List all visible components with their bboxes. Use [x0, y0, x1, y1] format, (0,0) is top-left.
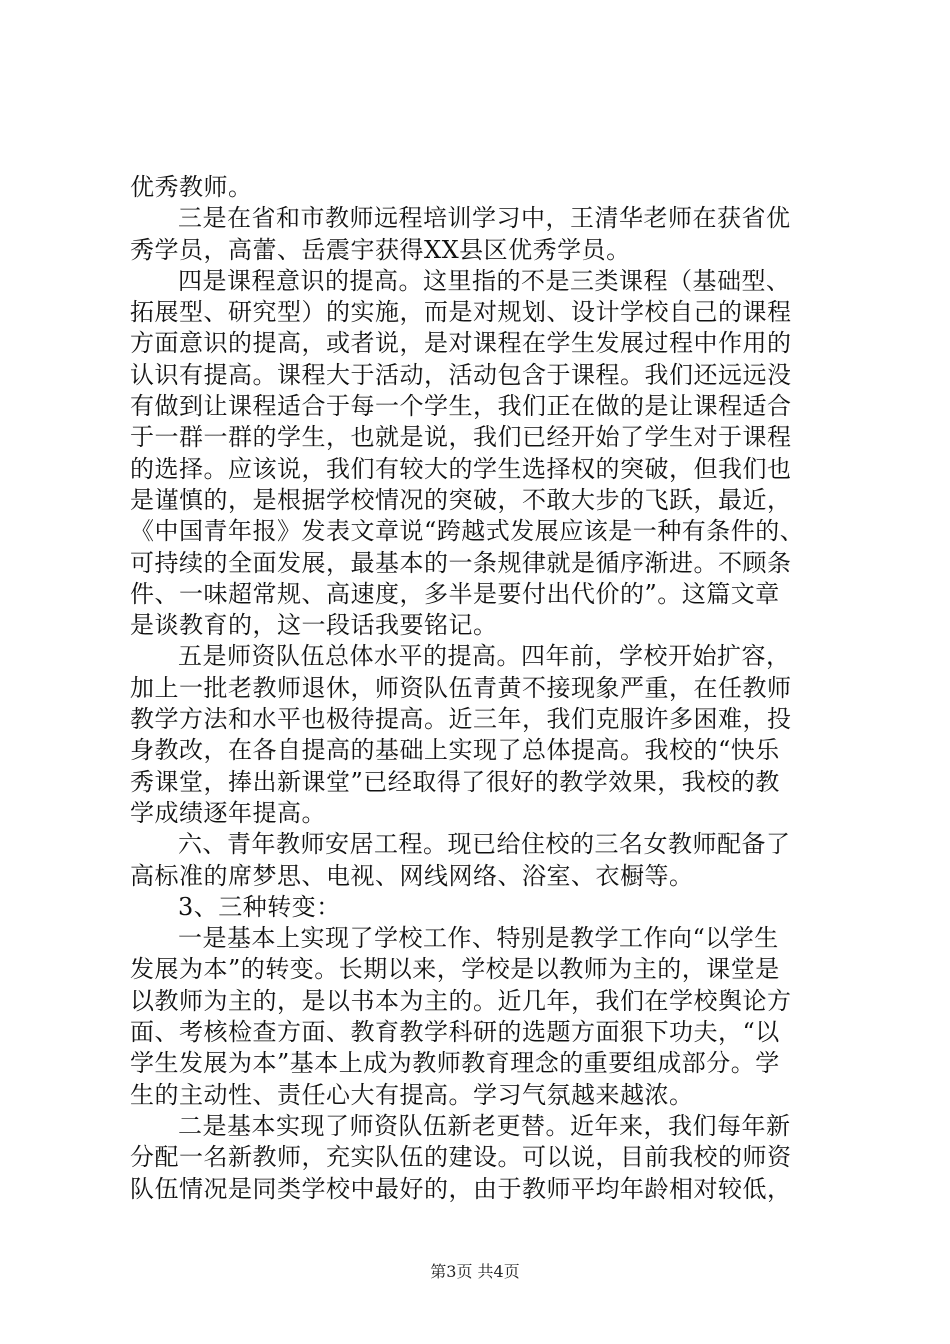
- text-line: 一是基本上实现了学校工作、特别是教学工作向“以学生: [178, 924, 779, 953]
- text-line: 六、青年教师安居工程。现已给住校的三名女教师配备了: [178, 830, 791, 859]
- text-line: 生的主动性、责任心大有提高。学习气氛越来越浓。: [130, 1080, 694, 1109]
- text-line: 三是在省和市教师远程培训学习中，王清华老师在获省优: [178, 204, 791, 233]
- body-text: [130, 172, 830, 1205]
- text-line: 五是师资队伍总体水平的提高。四年前，学校开始扩容，: [178, 642, 791, 671]
- text-line: 的选择。应该说，我们有较大的学生选择权的突破，但我们也: [130, 454, 792, 483]
- text-line: 教学方法和水平也极待提高。近三年，我们克服许多困难，投: [130, 705, 792, 734]
- text-line: 秀学员，高蕾、岳震宇获得XX县区优秀学员。: [130, 235, 631, 264]
- text-line: 有做到让课程适合于每一个学生，我们正在做的是让课程适合: [130, 392, 792, 421]
- text-line: 二是基本实现了师资队伍新老更替。近年来，我们每年新: [178, 1111, 791, 1140]
- text-line: 《中国青年报》发表文章说“跨越式发展应该是一种有条件的、: [130, 517, 805, 546]
- text-line: 件、一味超常规、高速度，多半是要付出代价的”。这篇文章: [130, 579, 780, 608]
- text-line: 是谨慎的，是根据学校情况的突破，不敢大步的飞跃，最近，: [130, 485, 792, 514]
- text-line: 学生发展为本”基本上成为教师教育理念的重要组成部分。学: [130, 1049, 780, 1078]
- text-line: 分配一名新教师，充实队伍的建设。可以说，目前我校的师资: [130, 1143, 792, 1172]
- text-line: 3、三种转变：: [178, 892, 341, 921]
- text-line: 于一群一群的学生，也就是说，我们已经开始了学生对于课程: [130, 423, 792, 452]
- text-line: 身教改，在各自提高的基础上实现了总体提高。我校的“快乐: [130, 736, 780, 765]
- text-line: 四是课程意识的提高。这里指的不是三类课程（基础型、: [178, 266, 791, 295]
- text-line: 加上一批老教师退休，师资队伍青黄不接现象严重，在任教师: [130, 673, 792, 702]
- text-line: 拓展型、研究型）的实施，而是对规划、设计学校自己的课程: [130, 298, 792, 327]
- text-line: 可持续的全面发展，最基本的一条规律就是循序渐进。不顾条: [130, 548, 792, 577]
- text-line: 认识有提高。课程大于活动，活动包含于课程。我们还远远没: [130, 360, 792, 389]
- text-line: 秀课堂，捧出新课堂”已经取得了很好的教学效果，我校的教: [130, 767, 780, 796]
- text-line: 是谈教育的，这一段话我要铭记。: [130, 611, 498, 640]
- text-line: 高标准的席梦思、电视、网线网络、浴室、衣橱等。: [130, 861, 694, 890]
- text-line: 方面意识的提高，或者说，是对课程在学生发展过程中作用的: [130, 329, 792, 358]
- text-line: 以教师为主的，是以书本为主的。近几年，我们在学校舆论方: [130, 986, 792, 1015]
- text-line: 优秀教师。: [130, 173, 253, 201]
- text-line: 队伍情况是同类学校中最好的，由于教师平均年龄相对较低，: [130, 1174, 792, 1203]
- text-line: 学成绩逐年提高。: [130, 798, 326, 827]
- page-number-footer: 第3页 共4页: [430, 1262, 520, 1281]
- text-line: 发展为本”的转变。长期以来，学校是以教师为主的，课堂是: [130, 955, 780, 984]
- text-line: 面、考核检查方面、教育教学科研的选题方面狠下功夫，“以: [130, 1018, 780, 1047]
